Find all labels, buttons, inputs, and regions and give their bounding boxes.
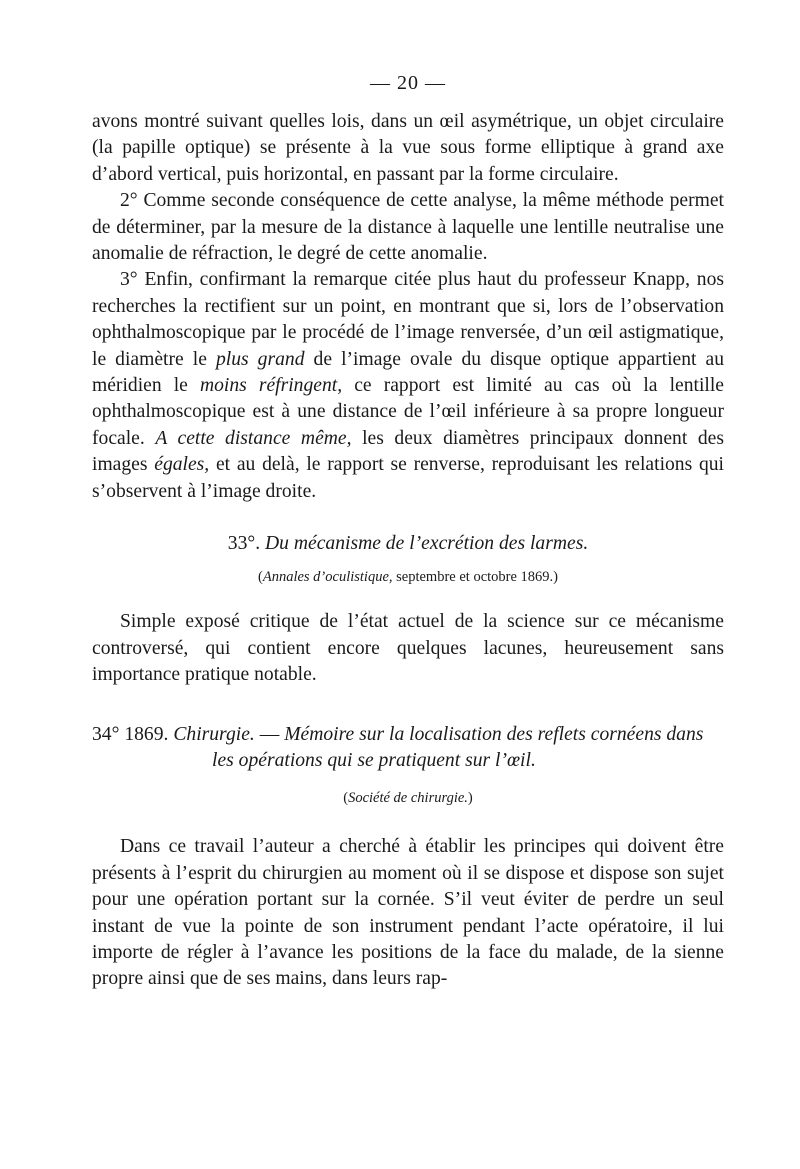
italic-run: plus grand bbox=[215, 348, 305, 370]
section-33-title: Du mécanisme de l’excrétion des larmes. bbox=[265, 533, 589, 555]
document-page bbox=[92, 72, 724, 993]
section-34-title: Mémoire sur la localisation des reflets cornéens dans les opérations qui se pratiquent sur l’œil. bbox=[212, 724, 704, 772]
text-run: 3° Enfin, confirmant la remarque citée plus haut du professeur Knapp, nos recherches la rectifient sur un point, en montrant que si, lors de l’observation ophthalmoscopique par le procédé de l’image renversée, d’un œil astigmatique, le diamètre le bbox=[92, 269, 724, 370]
page-number: — 20 — bbox=[370, 72, 446, 94]
section-34-body: Dans ce travail l’auteur a cherché à établir les principes qui doivent être présents à l’esprit du chirurgien au moment où il se dispose et dispose son sujet pour une opération portant sur la cornée. S’il veut éviter de perdre un seul instant de vue la pointe de son instrument pendant l’acte opératoire, il lui importe de régler à l’avance les positions de la face du malade, de la sienne propre ainsi que de ses mains, dans leurs rap- bbox=[92, 836, 724, 990]
source-paren: ( bbox=[258, 569, 263, 586]
section-33-number: 33°. bbox=[227, 533, 261, 555]
paragraph-third-point bbox=[92, 267, 724, 505]
section-33-body: Simple exposé critique de l’état actuel de la science sur ce mécanisme controversé, qui contient encore quelques lacunes, heureusement sans importance pratique notable. bbox=[92, 611, 724, 685]
italic-run: égales, bbox=[154, 454, 210, 476]
source-date: septembre et octobre 1869.) bbox=[392, 569, 558, 586]
section-34-source bbox=[92, 788, 724, 808]
italic-run: moins réfringent, bbox=[199, 375, 343, 397]
section-34-dash: — bbox=[254, 724, 285, 746]
section-33-heading bbox=[92, 531, 724, 557]
section-34-heading bbox=[92, 722, 724, 774]
source-paren-close: ) bbox=[467, 790, 473, 807]
text-run: et au delà, le rapport se renverse, reproduisant les relations qui s’observent à l’image droite. bbox=[92, 454, 725, 502]
paragraph-continuation: avons montré suivant quelles lois, dans un œil asymétrique, un objet circulaire (la papille optique) se présente à la vue sous forme elliptique à grand axe d’abord vertical, puis horizontal, en passant par la forme circulaire. bbox=[92, 111, 724, 185]
section-34-category: Chirurgie. bbox=[173, 724, 255, 746]
paragraph-second-consequence: 2° Comme seconde conséquence de cette analyse, la même méthode permet de déterminer, par la mesure de la distance à laquelle une lentille neutralise une anomalie de réfraction, le degré de cette anomalie. bbox=[92, 190, 724, 265]
source-society: Société de chirurgie. bbox=[348, 790, 468, 807]
text-run: ce rapport est limité au cas où la lentille ophthalmoscopique est à une distance de l’œil inférieure à sa propre longueur focale. bbox=[92, 375, 724, 449]
source-journal: Annales d’oculistique, bbox=[262, 569, 393, 586]
section-33-source bbox=[92, 567, 724, 587]
source-paren: ( bbox=[343, 790, 349, 807]
text-run: de l’image ovale du disque optique appartient au méridien le bbox=[92, 348, 724, 397]
section-34-number: 34° 1869. bbox=[92, 724, 169, 746]
italic-run: A cette distance même, bbox=[155, 427, 352, 449]
text-run: les deux diamètres principaux donnent des images bbox=[92, 427, 724, 476]
